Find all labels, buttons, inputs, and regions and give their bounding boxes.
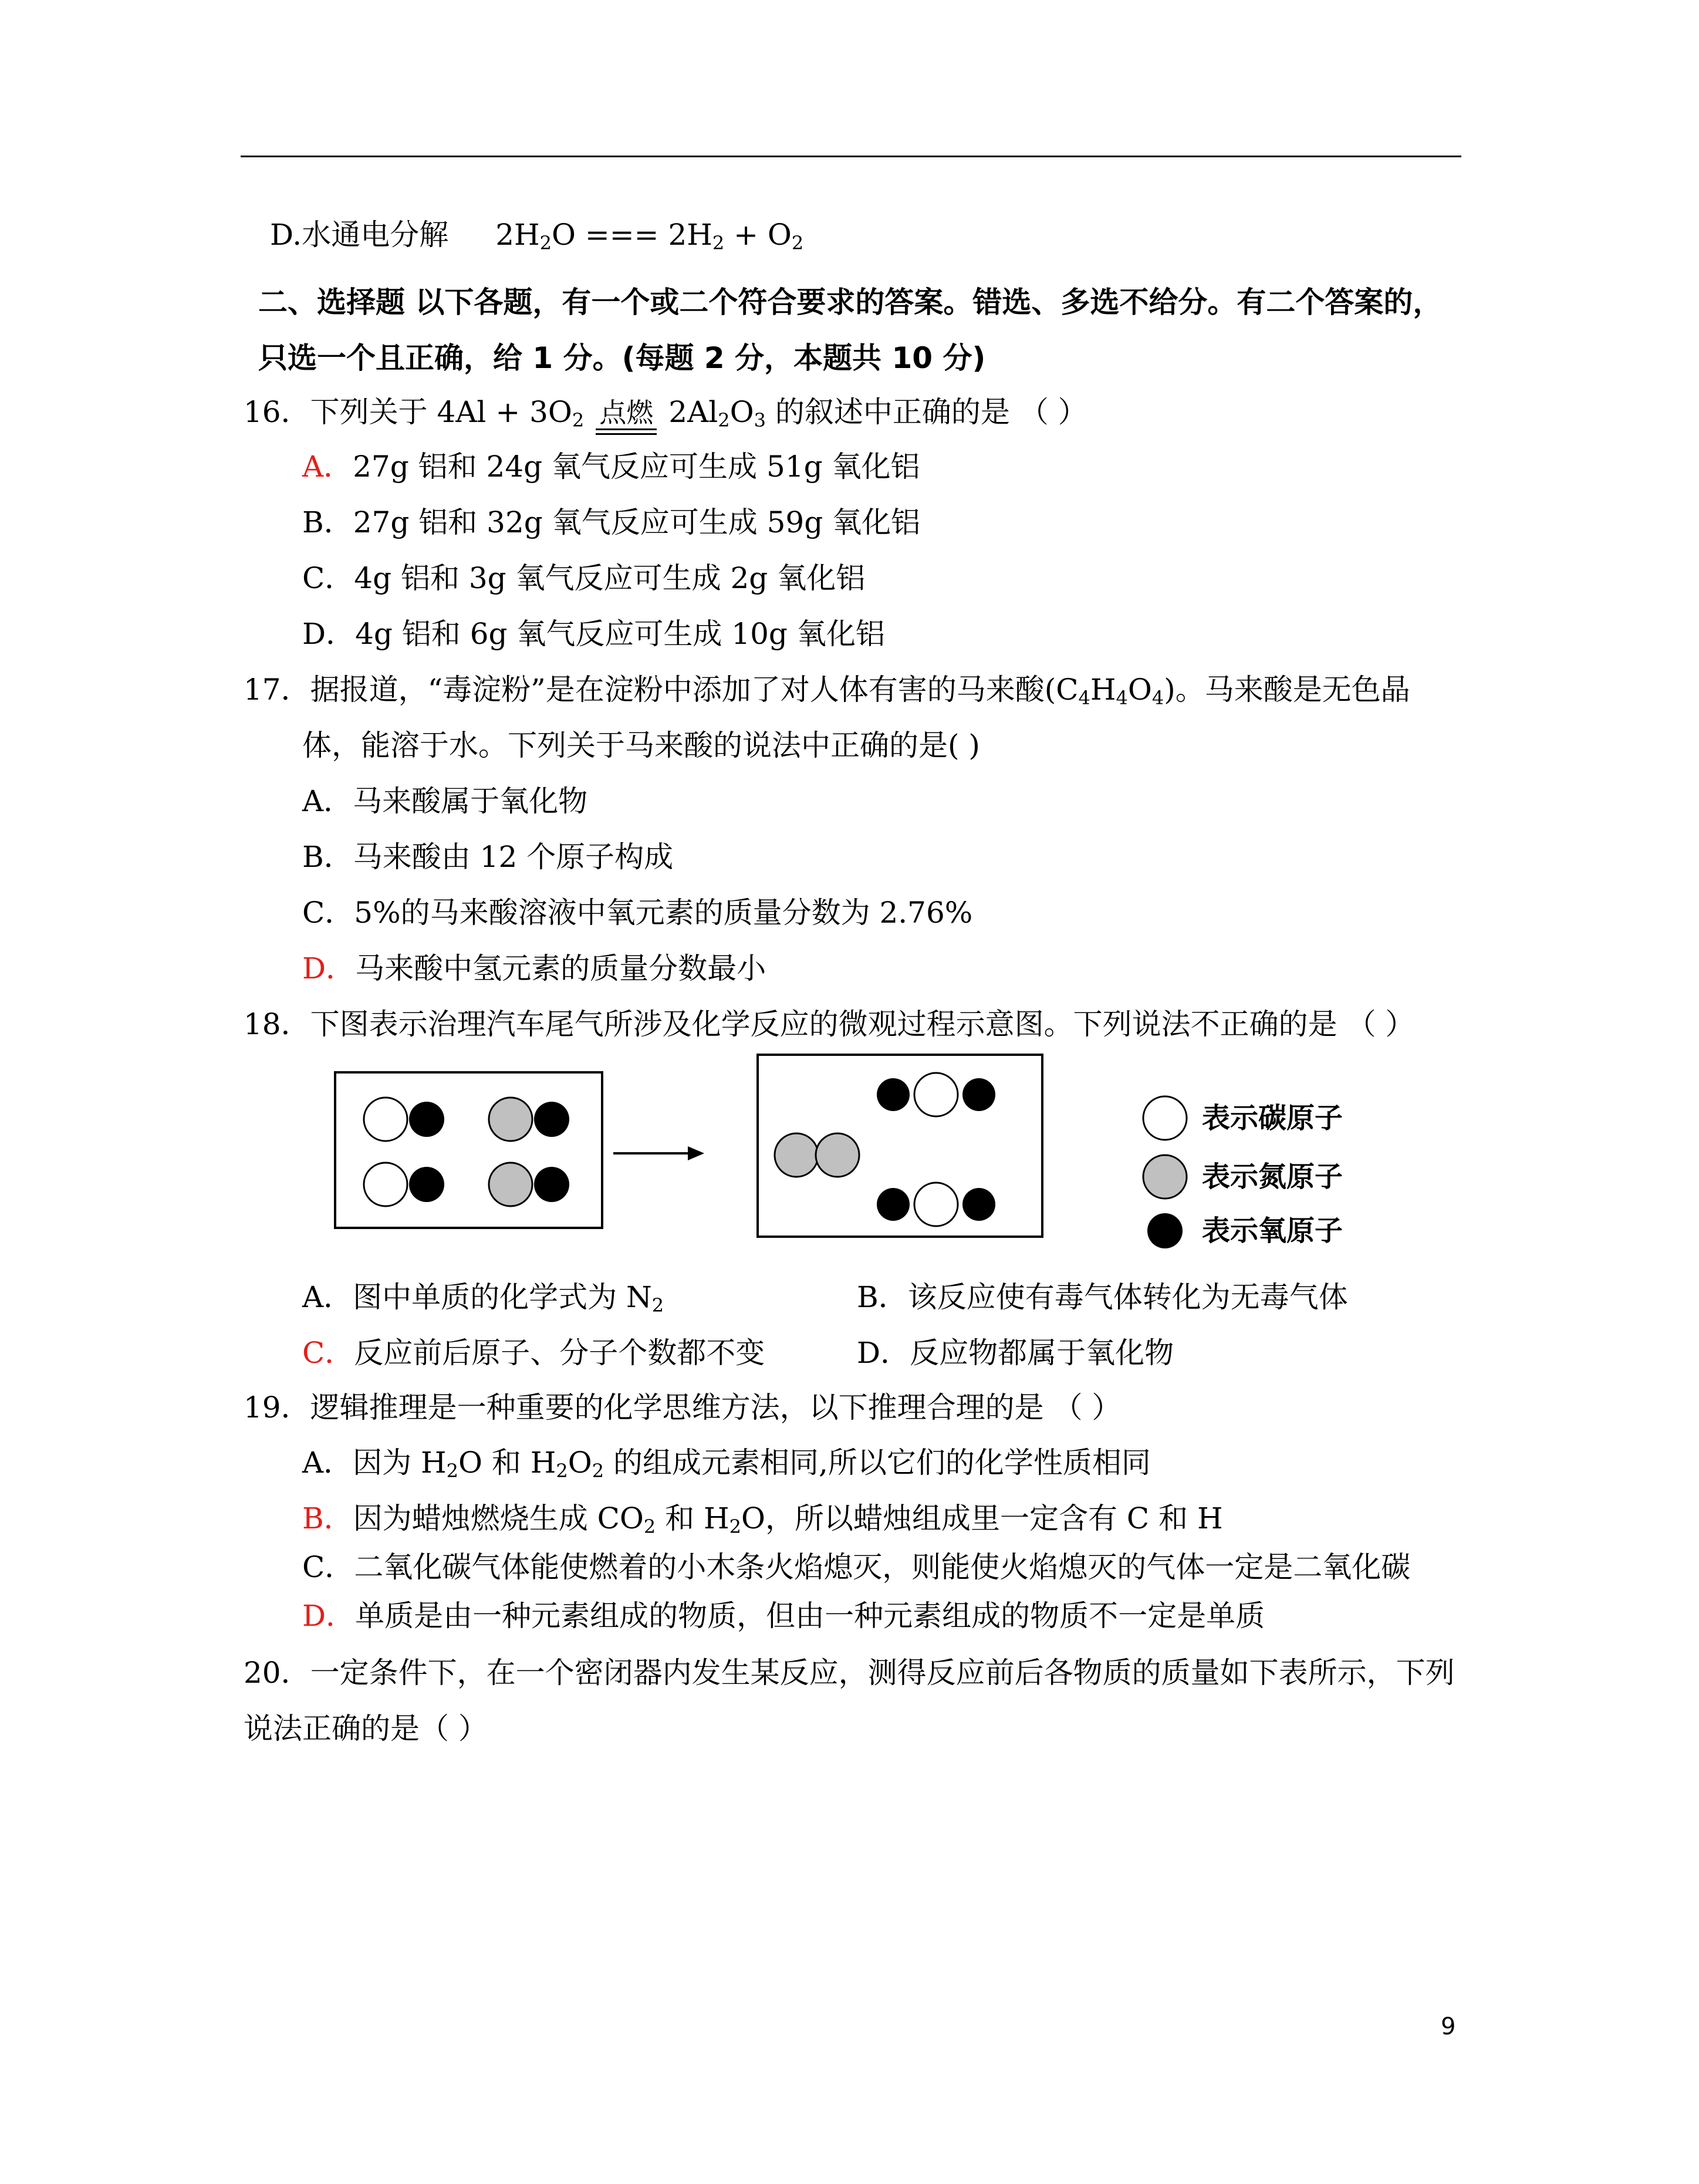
oxygen-atom [534, 1102, 569, 1137]
legend-oxygen-marker [1147, 1213, 1183, 1248]
nitrogen-atom [489, 1098, 532, 1141]
product-molecule-n2 [775, 1133, 859, 1177]
product-molecule-co2 [877, 1183, 995, 1226]
reaction-arrow-head [688, 1146, 704, 1160]
question-19: 19．逻辑推理是一种重要的化学思维方法，以下推理合理的是 （ ） [244, 1390, 1122, 1425]
reactant-molecule-no [489, 1163, 569, 1206]
header-rule [241, 156, 1461, 157]
reactants-box [335, 1072, 602, 1228]
carbon-atom [364, 1163, 407, 1206]
q18-option-d: D．反应物都属于氧化物 [857, 1336, 1174, 1370]
page-number: 9 [1441, 2013, 1456, 2040]
oxygen-atom [409, 1102, 444, 1137]
oxygen-atom [877, 1078, 910, 1111]
q17-option-c: C．5%的马来酸溶液中氧元素的质量分数为 2.76% [302, 896, 973, 930]
product-molecule-co2 [877, 1073, 995, 1116]
q19-option-a: A．因为 $H_2O$ 和 $H_2O_2$ 的组成元素相同,所以它们的化学性质相同 [302, 1446, 1151, 1482]
question-16: 16．下列关于 $4Al + 3O_2$ 点燃 $2Al_2O_3$ 的叙述中正确的是 （ ） [244, 395, 1087, 431]
reaction-diagram [329, 1054, 1473, 1262]
oxygen-atom [534, 1167, 569, 1202]
q18-option-c: C．反应前后原子、分子个数都不变 [302, 1336, 765, 1370]
q18-option-a: A．图中单质的化学式为 $N_2$ [302, 1280, 664, 1317]
oxygen-atom [409, 1167, 444, 1202]
q19-option-c: C．二氧化碳气体能使燃着的小木条火焰熄灭，则能使火焰熄灭的气体一定是二氧化碳 [302, 1550, 1411, 1584]
q17-option-d: D．马来酸中氢元素的质量分数最小 [302, 951, 766, 985]
reactant-molecule-no [489, 1098, 569, 1141]
carbon-atom [914, 1183, 958, 1226]
reaction-condition: 点燃 [596, 395, 657, 430]
question-17-line1: 17．据报道，“毒淀粉”是在淀粉中添加了对人体有害的马来酸$(C_4H_4O_4)$。马来酸是无色晶 [244, 673, 1410, 709]
legend-nitrogen-label: 表示氮原子 [1202, 1160, 1343, 1193]
carbon-atom [364, 1098, 407, 1141]
q17-option-b: B．马来酸由 12 个原子构成 [302, 840, 674, 874]
oxygen-atom [877, 1188, 910, 1221]
nitrogen-atom [816, 1133, 859, 1177]
section-heading-line2: 只选一个且正确，给 1 分。(每题 2 分，本题共 10 分) [258, 341, 986, 375]
nitrogen-atom [489, 1163, 532, 1206]
q18-option-b: B．该反应使有毒气体转化为无毒气体 [857, 1280, 1348, 1314]
legend-oxygen-label: 表示氧原子 [1202, 1214, 1343, 1247]
q16-option-a: A．27g 铝和 24g 氧气反应可生成 51g 氧化铝 [302, 450, 920, 484]
nitrogen-atom [775, 1133, 818, 1177]
question-17-line2: 体，能溶于水。下列关于马来酸的说法中正确的是( ) [302, 728, 980, 762]
oxygen-atom [962, 1188, 995, 1221]
q19-option-b: B．因为蜡烛燃烧生成 $CO_2$ 和 $H_2O$，所以蜡烛组成里一定含有 C 和 H [302, 1501, 1223, 1538]
question-20-line1: 20．一定条件下，在一个密闭器内发生某反应，测得反应前后各物质的质量如下表所示，下列 [244, 1656, 1455, 1690]
section-heading-line1: 二、选择题 以下各题，有一个或二个符合要求的答案。错选、多选不给分。有二个答案的， [258, 285, 1443, 319]
question-18: 18．下图表示治理汽车尾气所涉及化学反应的微观过程示意图。下列说法不正确的是 （ ） [244, 1007, 1415, 1041]
carbon-atom [914, 1073, 958, 1116]
q19-option-d: D．单质是由一种元素组成的物质，但由一种元素组成的物质不一定是单质 [302, 1599, 1265, 1633]
reactant-molecule-co [364, 1163, 444, 1206]
q16-option-b: B．27g 铝和 32g 氧气反应可生成 59g 氧化铝 [302, 505, 921, 539]
q17-option-a: A．马来酸属于氧化物 [302, 784, 588, 818]
legend-carbon-marker [1143, 1096, 1187, 1140]
reactant-molecule-co [364, 1098, 444, 1141]
question-20-line2: 说法正确的是（ ） [244, 1712, 488, 1746]
legend-nitrogen-marker [1143, 1155, 1187, 1199]
legend-carbon-label: 表示碳原子 [1202, 1102, 1343, 1135]
option-d-water-electrolysis: D.水通电分解 $2H_2O$ === $2H_2 + O_2$ [270, 218, 804, 254]
oxygen-atom [962, 1078, 995, 1111]
q16-option-d: D．4g 铝和 6g 氧气反应可生成 10g 氧化铝 [302, 617, 885, 651]
legend [1143, 1096, 1343, 1248]
q16-option-c: C．4g 铝和 3g 氧气反应可生成 2g 氧化铝 [302, 561, 866, 595]
